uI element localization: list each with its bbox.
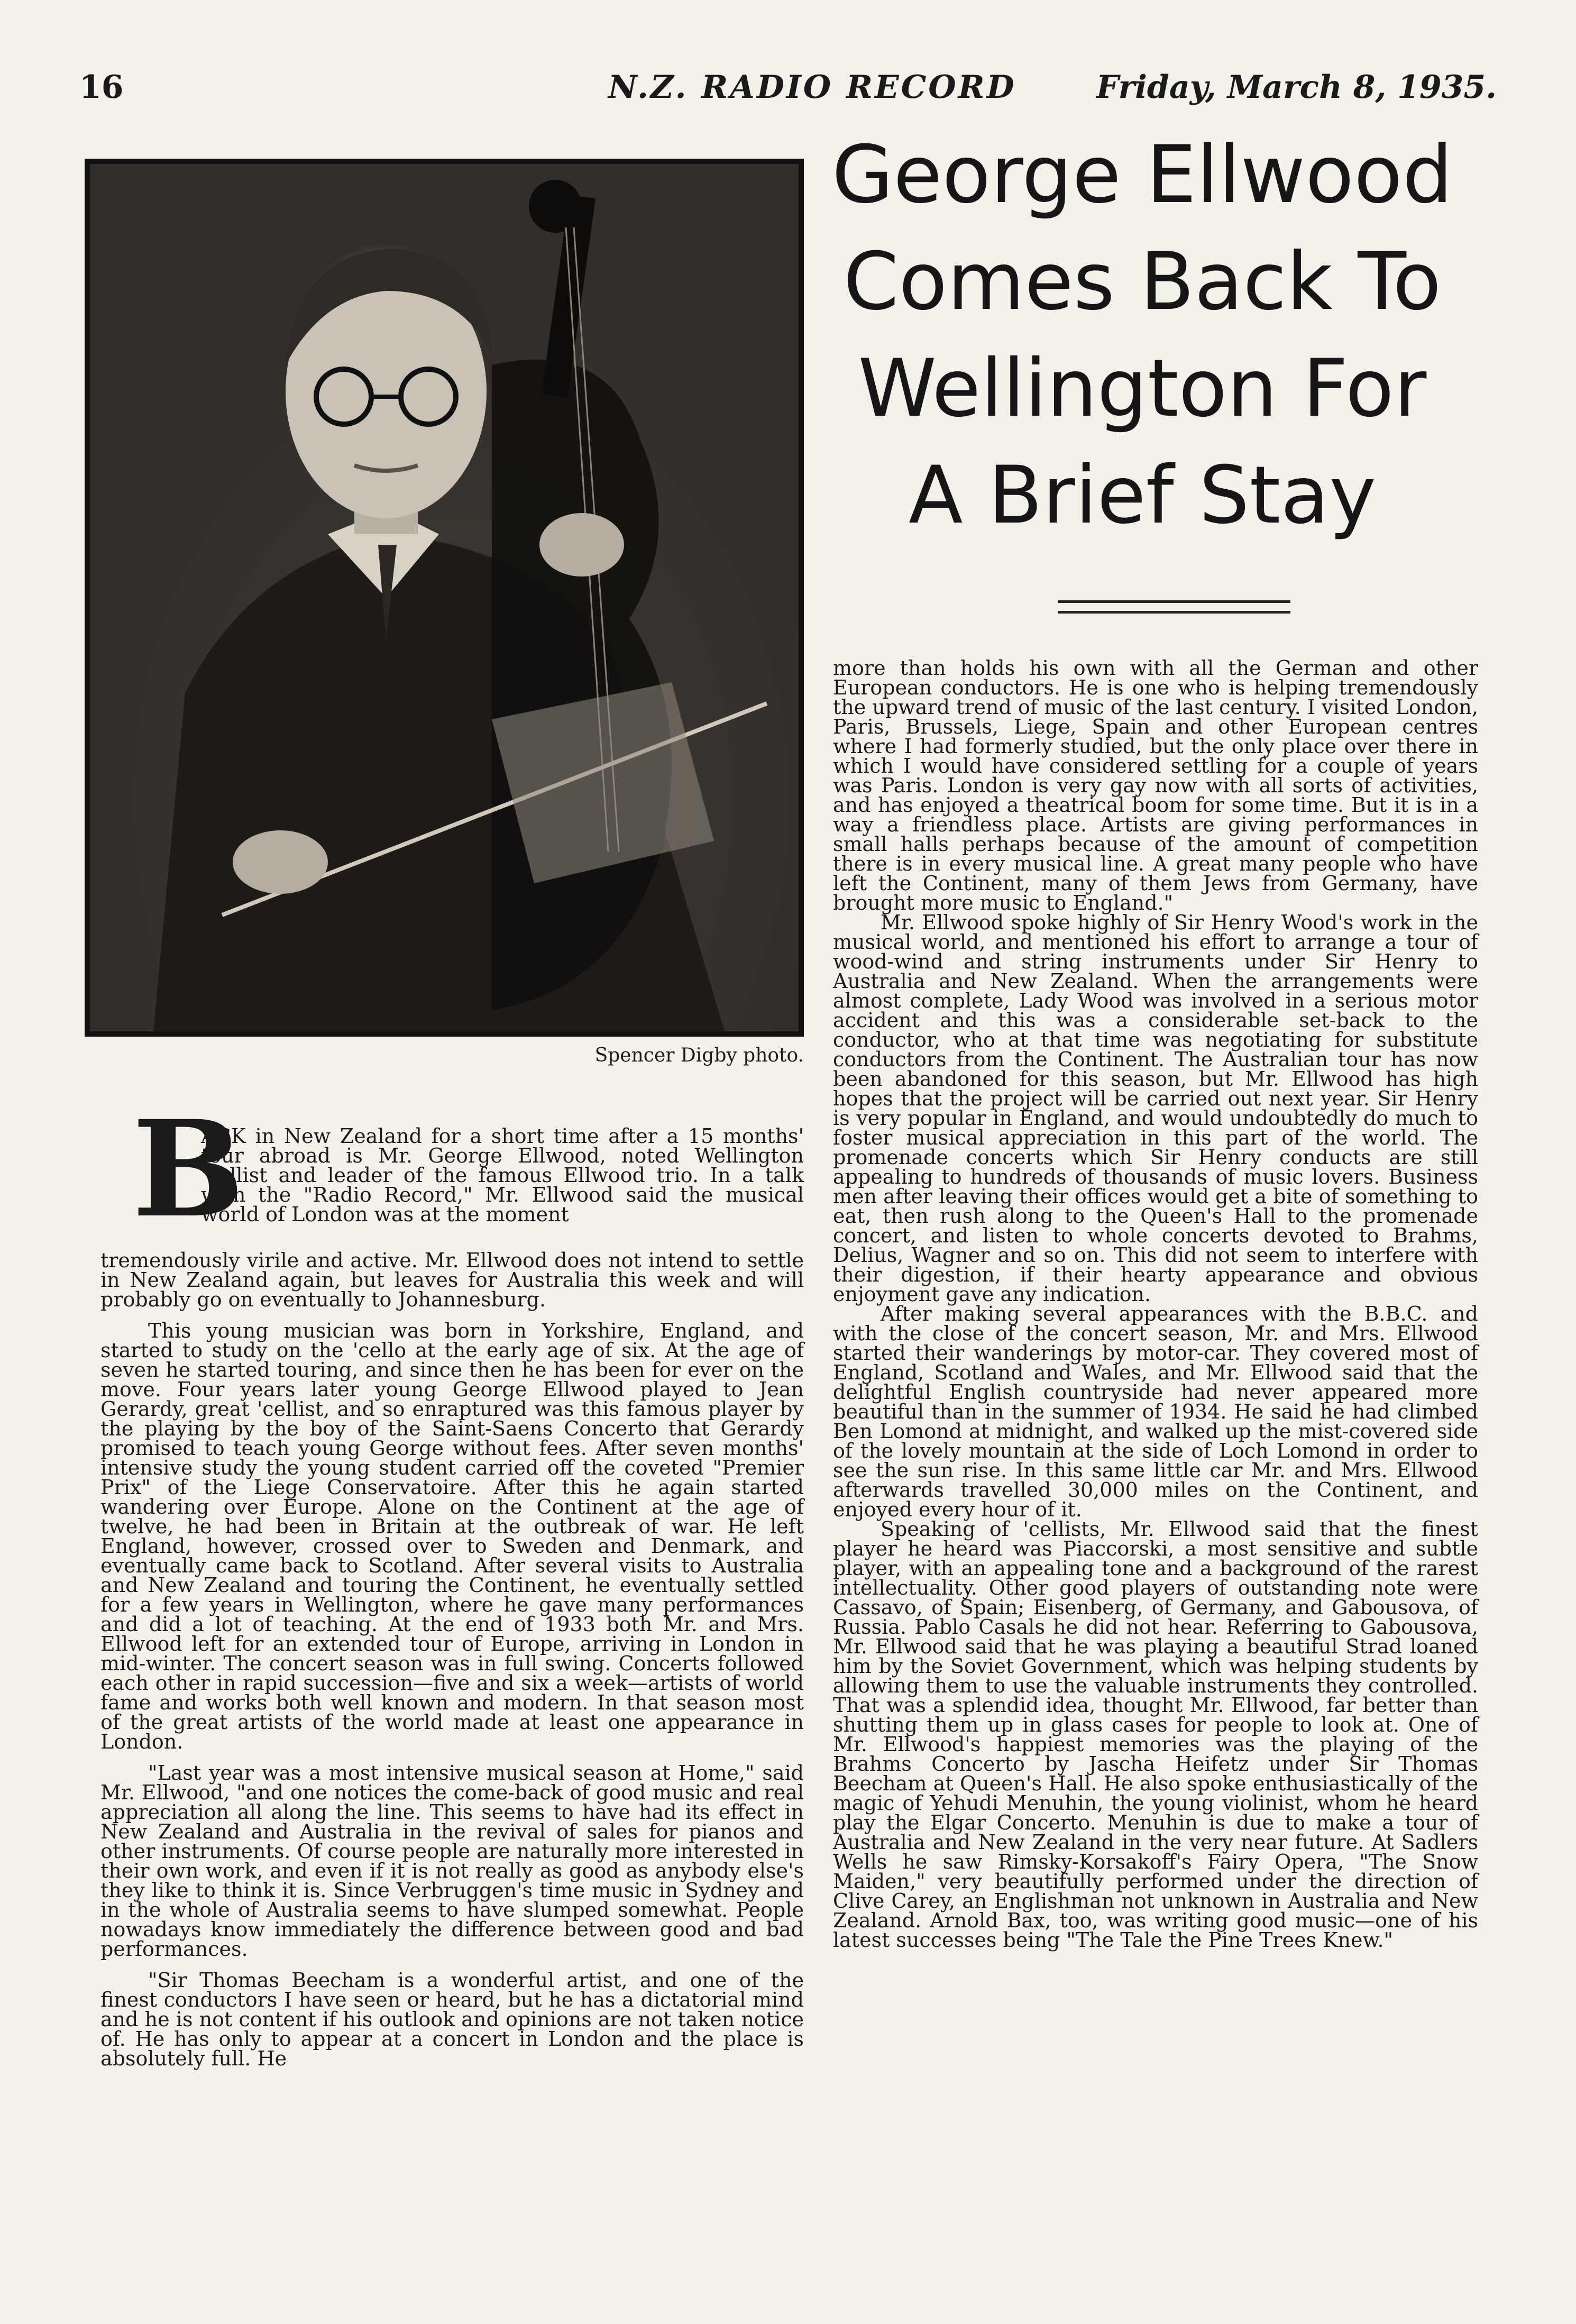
headline-rule-top	[1058, 600, 1290, 603]
headline-line-3: Wellington For	[858, 343, 1427, 435]
article-paragraph-r2: Mr. Ellwood spoke highly of Sir Henry Wood's work in the musical world, and mentioned his effort to arrange a tour of wood-wind and string instruments under Sir Henry to Australia and New Zealand. When the arrangements were almost complete, Lady Wood was involved in a serious motor accident and this was a considerable set-back to the conductor, who at that time was negotiating for substitute conductors from the Continent. The Australian tour has now been abandoned for this season, but Mr. Ellwood has high hopes that the project will be carried out next year. Sir Henry is very popular in England, and would undoubtedly do much to foster musical appreciation in this part of the world. The promenade concerts which Sir Henry conducts are still appealing to hundreds of thousands of music lovers. Business men after leaving their offices would get a bite of something to eat, then rush along to the Queen's Hall to the promenade concert, and listen to whole concerts devoted to Brahms, Delius, Wagner and so on. This did not seem to interfere with their digestion, if their hearty appearance and obvious enjoyment gave any indication.	[833, 911, 1478, 1306]
article-lead: ACK in New Zealand for a short time after a 15 months' tour abroad is Mr. George Ellwood, noted Wellington 'cellist and leader of the famous Ellwood trio. In a talk with the "Radio Record," Mr. Ellwood said the musical world of London was at the moment	[201, 1124, 804, 1226]
issue-date: Friday, March 8, 1935.	[1096, 69, 1497, 106]
article-paragraph-3: "Last year was a most intensive musical season at Home," said Mr. Ellwood, "and one notices the come-back of good music and real appreciation all along the line. This seems to have had its effect in New Zealand and Australia in the revival of sales for pianos and other instruments. Of course people are naturally more interested in their own work, and even if it is not really as good as anybody else's they like to think it is. Since Verbruggen's time music in Sydney and in the whole of Australia seems to have slumped somewhat. People nowadays know immediately the difference between good and bad performances.	[100, 1761, 804, 1961]
article-paragraph-r4: Speaking of 'cellists, Mr. Ellwood said that the finest player he heard was Piaccorski, a most sensitive and subtle player, with an appealing tone and a background of the rarest intellectuality. Other good players of outstanding note were Cassavo, of Spain; Eisenberg, of Germany, and Gabousova, of Russia. Pablo Casals he did not hear. Referring to Gabousova, Mr. Ellwood said that he was playing a beautiful Strad loaned him by the Soviet Government, which was helping students by allowing them to use the valuable instruments they controlled. That was a splendid idea, thought Mr. Ellwood, far better than shutting them up in glass cases for people to look at. One of Mr. Ellwood's happiest memories was the playing of the Brahms Concerto by Jascha Heifetz under Sir Thomas Beecham at Queen's Hall. He also spoke enthusiastically of the magic of Yehudi Menuhin, the young violinist, whom he heard play the Elgar Concerto. Menuhin is due to make a tour of Australia and New Zealand in the very near future. At Sadlers Wells he saw Rimsky-Korsakoff's Fairy Opera, "The Snow Maiden," very beautifully performed under the direction of Clive Carey, an Englishman not unknown in Australia and New Zealand. Arnold Bax, too, was writing good music—one of his latest successes being "The Tale the Pine Trees Knew."	[833, 1517, 1478, 1952]
headline-line-1: George Ellwood	[831, 129, 1453, 221]
page-header	[79, 63, 1497, 111]
article-left-column	[100, 1251, 804, 2069]
headline-line-2: Comes Back To	[843, 236, 1442, 328]
article-paragraph-r1: more than holds his own with all the German and other European conductors. He is one who is helping tremendously the upward trend of music of the last century. I visited London, Paris, Brussels, Liege, Spain and other European centres where I had formerly studied, but the only place over there in which I would have considered settling for a couple of years was Paris. London is very gay now with all sorts of activities, and has enjoyed a theatrical boom for some time. But it is in a way a friendless place. Artists are giving performances in small halls perhaps because of the amount of competition there is in every musical line. A great many people who have left the Continent, many of them Jews from Germany, have brought more music to England."	[833, 656, 1478, 914]
headline-line-4: A Brief Stay	[908, 450, 1377, 542]
photo-caption: Spencer Digby photo.	[594, 1045, 804, 1066]
article-paragraph-r3: After making several appearances with the B.B.C. and with the close of the concert season, Mr. and Mrs. Ellwood started their wanderings by motor-car. They covered most of England, Scotland and Wales, and Mr. Ellwood said that the delightful English countryside had never appeared more beautiful than in the summer of 1934. He said he had climbed Ben Lomond at midnight, and walked up the mist-covered side of the lovely mountain at the side of Loch Lomond in order to see the sun rise. In this same little car Mr. and Mrs. Ellwood afterwards travelled 30,000 miles on the Continent, and enjoyed every hour of it.	[833, 1302, 1478, 1521]
portrait-cellist-photo	[85, 159, 804, 1037]
article-lead-continuation: tremendously virile and active. Mr. Ellwood does not intend to settle in New Zealand again, but leaves for Australia this week and will probably go on eventually to Johannesburg.	[100, 1249, 804, 1311]
article-paragraph-2: This young musician was born in Yorkshire, England, and started to study on the 'cello at the early age of six. At the age of seven he started touring, and since then he has been for ever on the move. Four years later young George Ellwood played to Jean Gerardy, great 'cellist, and so enraptured was this famous player by the playing by the boy of the Saint-Saens Concerto that Gerardy promised to teach young George without fees. After seven months' intensive study the young student carried off the coveted "Premier Prix" of the Liege Conservatoire. After this he again started wandering over Europe. Alone on the Continent at the age of twelve, he had been in Britain at the outbreak of war. He left England, however, crossed over to Sweden and Denmark, and eventually came back to Scotland. After several visits to Australia and New Zealand and touring the Continent, he eventually settled for a few years in Wellington, where he gave many performances and did a lot of teaching. At the end of 1933 both Mr. and Mrs. Ellwood left for an extended tour of Europe, arriving in London in mid-winter. The concert season was in full swing. Concerts followed each other in rapid succession—five and six a week—artists of world fame and works both well known and modern. In that season most of the great artists of the world made at least one appearance in London.	[100, 1319, 804, 1753]
article-paragraph-4: "Sir Thomas Beecham is a wonderful artist, and one of the finest conductors I have seen or heard, but he has a dictatorial mind and he is not content if his outlook and opinions are not taken notice of. He has only to appear at a concert in London and the place is absolutely full. He	[100, 1969, 804, 2070]
page-number: 16	[79, 69, 124, 106]
headline-rule-bottom	[1058, 611, 1290, 614]
headline	[825, 122, 1460, 549]
article-right-column	[833, 658, 1478, 1950]
drop-cap: B	[132, 1091, 244, 1247]
publication-title: N.Z. RADIO RECORD	[608, 69, 1016, 106]
photo-illustration	[90, 164, 799, 1031]
